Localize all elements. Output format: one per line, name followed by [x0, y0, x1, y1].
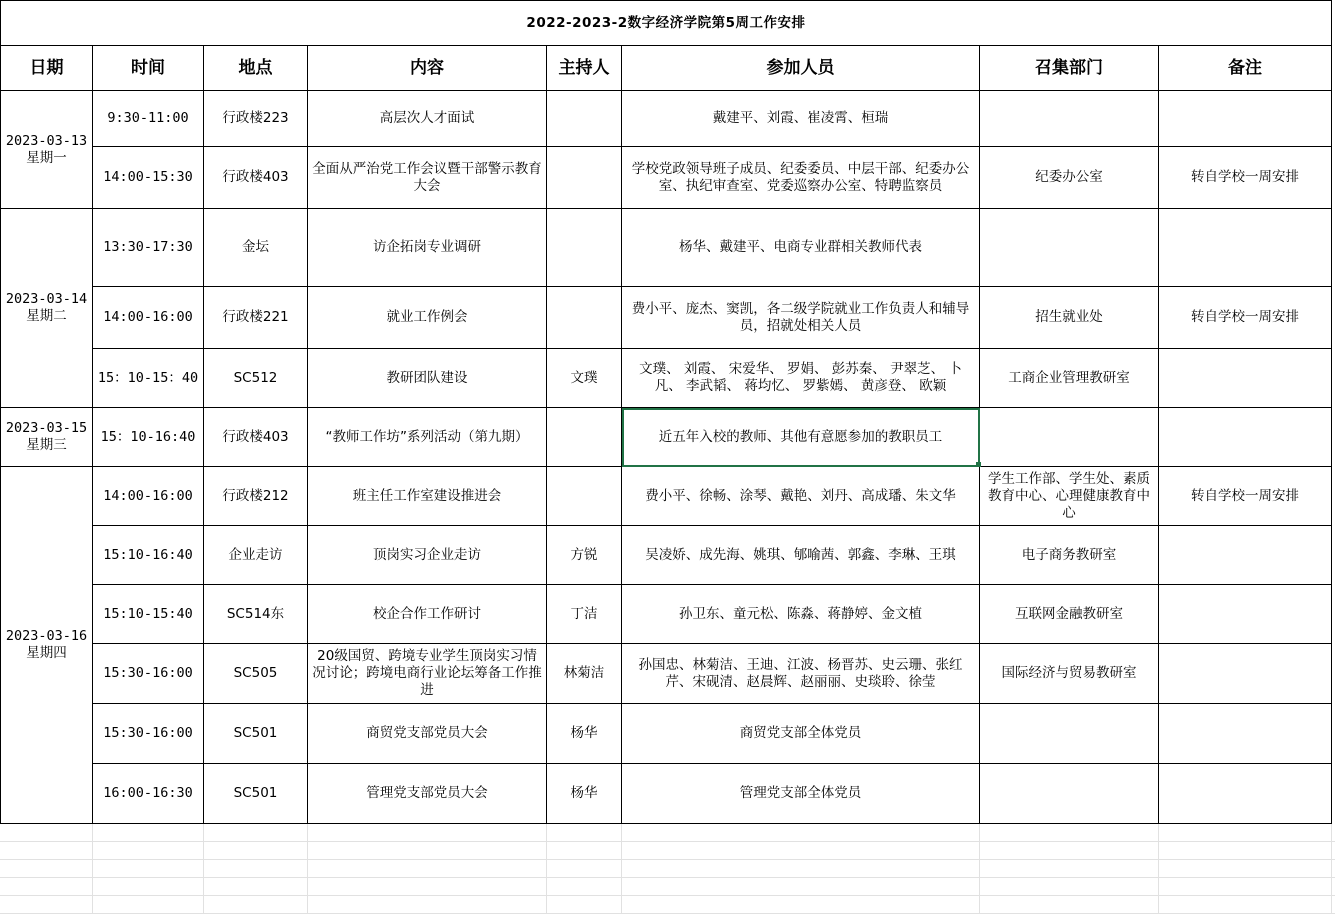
table-row — [1, 349, 1332, 408]
place-cell[interactable]: SC501 — [204, 764, 308, 824]
dept-cell[interactable]: 学生工作部、学生处、素质教育中心、心理健康教育中心 — [980, 467, 1159, 526]
host-cell[interactable] — [547, 467, 622, 526]
dept-cell[interactable] — [980, 764, 1159, 824]
content-cell[interactable]: 校企合作工作研讨 — [308, 585, 547, 644]
table-row — [1, 704, 1332, 764]
content-cell[interactable]: 教研团队建设 — [308, 349, 547, 408]
note-cell[interactable] — [1159, 764, 1332, 824]
selection-fill-handle[interactable] — [976, 462, 981, 467]
time-cell[interactable]: 15:10-15:40 — [93, 585, 204, 644]
note-cell[interactable] — [1159, 585, 1332, 644]
note-cell[interactable] — [1159, 644, 1332, 704]
weekday-text: 星期三 — [26, 437, 67, 453]
weekday-text: 星期四 — [26, 645, 67, 661]
dept-cell[interactable] — [980, 91, 1159, 147]
place-cell[interactable]: 行政楼221 — [204, 287, 308, 349]
table-row — [1, 147, 1332, 209]
place-cell[interactable]: 行政楼212 — [204, 467, 308, 526]
participants-cell[interactable]: 文璞、 刘霞、 宋爱华、 罗娟、 彭苏秦、 尹翠芝、 卜凡、 李武韬、 蒋均忆、 罗紫嫣、 黄彦登、 欧颖 — [622, 349, 980, 408]
host-cell[interactable]: 杨华 — [547, 704, 622, 764]
place-cell[interactable]: SC512 — [204, 349, 308, 408]
table-row — [1, 585, 1332, 644]
header-time[interactable]: 时间 — [93, 46, 204, 91]
participants-cell[interactable]: 管理党支部全体党员 — [622, 764, 980, 824]
content-cell[interactable]: 管理党支部党员大会 — [308, 764, 547, 824]
dept-cell[interactable]: 国际经济与贸易教研室 — [980, 644, 1159, 704]
date-cell[interactable] — [1, 91, 93, 209]
note-cell[interactable] — [1159, 408, 1332, 467]
note-cell[interactable]: 转自学校一周安排 — [1159, 287, 1332, 349]
time-cell[interactable]: 14:00-16:00 — [93, 287, 204, 349]
table-row — [1, 644, 1332, 704]
dept-cell[interactable] — [980, 408, 1159, 467]
host-cell[interactable]: 丁洁 — [547, 585, 622, 644]
note-cell[interactable] — [1159, 209, 1332, 287]
table-row — [1, 408, 1332, 467]
note-cell[interactable] — [1159, 91, 1332, 147]
participants-cell[interactable]: 费小平、庞杰、窦凯，各二级学院就业工作负责人和辅导员，招就处相关人员 — [622, 287, 980, 349]
time-cell[interactable]: 15:10-16:40 — [93, 526, 204, 585]
header-date[interactable]: 日期 — [1, 46, 93, 91]
participants-cell[interactable]: 费小平、徐畅、涂琴、戴艳、刘丹、高成璠、朱文华 — [622, 467, 980, 526]
weekday-text: 星期一 — [26, 149, 67, 166]
header-place[interactable]: 地点 — [204, 46, 308, 91]
date-text: 2023-03-14 — [5, 291, 88, 307]
header-note[interactable]: 备注 — [1159, 46, 1332, 91]
time-cell[interactable]: 15:30-16:00 — [93, 644, 204, 704]
weekday-text: 星期二 — [26, 308, 67, 324]
empty-sheet-grid — [0, 823, 1335, 914]
date-cell[interactable] — [1, 408, 93, 467]
dept-cell[interactable] — [980, 704, 1159, 764]
note-cell[interactable] — [1159, 526, 1332, 585]
host-cell[interactable] — [547, 91, 622, 147]
time-cell[interactable]: 16:00-16:30 — [93, 764, 204, 824]
date-text: 2023-03-13 — [5, 132, 88, 149]
content-cell[interactable]: 全面从严治党工作会议暨干部警示教育大会 — [308, 147, 547, 209]
place-cell[interactable]: 行政楼403 — [204, 147, 308, 209]
content-cell[interactable]: 高层次人才面试 — [308, 91, 547, 147]
content-cell[interactable]: 班主任工作室建设推进会 — [308, 467, 547, 526]
place-cell[interactable]: SC514东 — [204, 585, 308, 644]
participants-cell[interactable]: 孙卫东、童元松、陈淼、蒋静婷、金文植 — [622, 585, 980, 644]
date-cell[interactable] — [1, 209, 93, 408]
header-row — [1, 46, 1332, 91]
header-host[interactable]: 主持人 — [547, 46, 622, 91]
participants-cell[interactable]: 孙国忠、林菊洁、王迪、江波、杨晋苏、史云珊、张红芹、宋砚清、赵晨辉、赵丽丽、史琰聆、徐莹 — [622, 644, 980, 704]
place-cell[interactable]: 金坛 — [204, 209, 308, 287]
table-row — [1, 467, 1332, 526]
host-cell[interactable]: 杨华 — [547, 764, 622, 824]
host-cell[interactable] — [547, 287, 622, 349]
table-row — [1, 209, 1332, 287]
note-cell[interactable] — [1159, 349, 1332, 408]
participants-cell[interactable]: 戴建平、刘霞、崔凌霄、桓瑞 — [622, 91, 980, 147]
place-cell[interactable]: 企业走访 — [204, 526, 308, 585]
place-cell[interactable]: SC501 — [204, 704, 308, 764]
participants-cell[interactable]: 杨华、戴建平、电商专业群相关教师代表 — [622, 209, 980, 287]
header-dept[interactable]: 召集部门 — [980, 46, 1159, 91]
content-cell[interactable]: 商贸党支部党员大会 — [308, 704, 547, 764]
time-cell[interactable]: 14:00-15:30 — [93, 147, 204, 209]
place-cell[interactable]: 行政楼403 — [204, 408, 308, 467]
place-cell[interactable]: SC505 — [204, 644, 308, 704]
table-row — [1, 287, 1332, 349]
time-cell[interactable]: 15:30-16:00 — [93, 704, 204, 764]
sheet-title[interactable]: 2022-2023-2数字经济学院第5周工作安排 — [1, 1, 1332, 46]
time-cell[interactable]: 15：10-15：40 — [93, 349, 204, 408]
time-cell[interactable]: 14:00-16:00 — [93, 467, 204, 526]
note-cell[interactable] — [1159, 704, 1332, 764]
participants-cell[interactable]: 吴凌娇、成先海、姚琪、郇喻茜、郭鑫、李琳、王琪 — [622, 526, 980, 585]
table-row — [1, 526, 1332, 585]
table-row — [1, 91, 1332, 147]
host-cell[interactable]: 文璞 — [547, 349, 622, 408]
host-cell[interactable] — [547, 408, 622, 467]
host-cell[interactable]: 林菊洁 — [547, 644, 622, 704]
time-cell[interactable]: 9:30-11:00 — [93, 91, 204, 147]
place-cell[interactable]: 行政楼223 — [204, 91, 308, 147]
content-cell[interactable]: 就业工作例会 — [308, 287, 547, 349]
time-cell[interactable]: 13:30-17:30 — [93, 209, 204, 287]
content-cell[interactable]: “教师工作坊”系列活动（第九期） — [308, 408, 547, 467]
dept-cell[interactable]: 工商企业管理教研室 — [980, 349, 1159, 408]
dept-cell[interactable]: 电子商务教研室 — [980, 526, 1159, 585]
participants-cell[interactable]: 商贸党支部全体党员 — [622, 704, 980, 764]
note-cell[interactable]: 转自学校一周安排 — [1159, 467, 1332, 526]
host-cell[interactable] — [547, 147, 622, 209]
date-text: 2023-03-16 — [5, 628, 88, 644]
dept-cell[interactable]: 互联网金融教研室 — [980, 585, 1159, 644]
content-cell[interactable]: 访企拓岗专业调研 — [308, 209, 547, 287]
table-row — [1, 764, 1332, 824]
date-cell[interactable] — [1, 467, 93, 824]
header-participants[interactable]: 参加人员 — [622, 46, 980, 91]
host-cell[interactable]: 方锐 — [547, 526, 622, 585]
dept-cell[interactable] — [980, 209, 1159, 287]
content-cell[interactable]: 顶岗实习企业走访 — [308, 526, 547, 585]
participants-cell-selected[interactable]: 近五年入校的教师、其他有意愿参加的教职员工 — [622, 408, 980, 467]
host-cell[interactable] — [547, 209, 622, 287]
header-content[interactable]: 内容 — [308, 46, 547, 91]
note-cell[interactable]: 转自学校一周安排 — [1159, 147, 1332, 209]
date-text: 2023-03-15 — [5, 420, 88, 436]
time-cell[interactable]: 15：10-16:40 — [93, 408, 204, 467]
content-cell[interactable]: 20级国贸、跨境专业学生顶岗实习情况讨论；跨境电商行业论坛筹备工作推进 — [308, 644, 547, 704]
dept-cell[interactable]: 招生就业处 — [980, 287, 1159, 349]
dept-cell[interactable]: 纪委办公室 — [980, 147, 1159, 209]
participants-cell[interactable]: 学校党政领导班子成员、纪委委员、中层干部、纪委办公室、执纪审查室、党委巡察办公室、特聘监察员 — [622, 147, 980, 209]
